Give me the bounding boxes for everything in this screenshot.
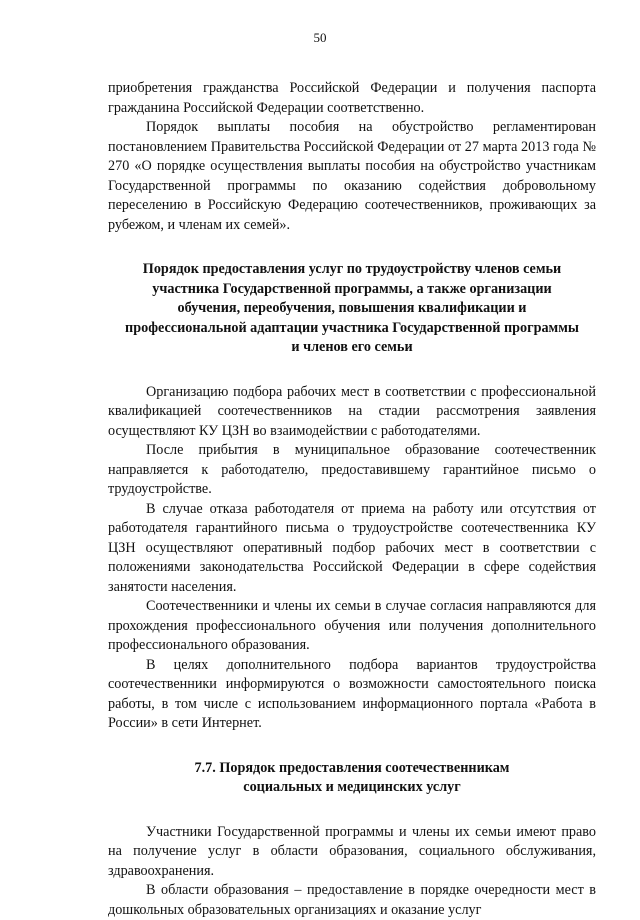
- paragraph-job-selection: Организацию подбора рабочих мест в соответствии с профессиональной квалификацией соотечественников на стадии рассмотрения заявления осуществляют КУ ЦЗН во взаимодействии с работодателями.: [108, 383, 596, 439]
- paragraph-training: Соотечественники и члены их семьи в случае согласия направляются для прохождения профессионального обучения или получения дополнительного профессионального образования.: [108, 598, 596, 653]
- document-body: [108, 79, 596, 920]
- paragraph-education-area: В области образования – предоставление в порядке очередности мест в дошкольных образовательных организациях и оказание услуг: [108, 882, 596, 918]
- heading-line: профессиональной адаптации участника Государственной программы: [125, 319, 579, 336]
- paragraph-after-arrival: После прибытия в муниципальное образование соотечественник направляется к работодателю, предоставившему гарантийное письмо о трудоустройстве.: [108, 442, 596, 497]
- heading-line: 7.7. Порядок предоставления соотечественникам: [194, 759, 510, 776]
- paragraph-allowance-procedure: Порядок выплаты пособия на обустройство регламентирован постановлением Правительства Российской Федерации от 27 марта 2013 года № 270 «О порядке осуществления выплаты пособия на обустройство участникам Государственной программы по оказанию содействия добровольному переселению в Российскую Федерацию соотечественников, проживающих за рубежом, и членам их семей».: [108, 119, 596, 233]
- paragraph-intro-continuation: приобретения гражданства Российской Федерации и получения паспорта гражданина Российской Федерации соответственно.: [108, 80, 596, 116]
- heading-employment-services: [108, 260, 596, 358]
- heading-line: обучения, переобучения, повышения квалификации и: [177, 300, 527, 316]
- paragraph-right-to-services: Участники Государственной программы и члены их семьи имеют право на получение услуг в области образования, социального обслуживания, здравоохранения.: [108, 823, 596, 879]
- page-number: 50: [313, 30, 327, 45]
- paragraph-employer-refusal: В случае отказа работодателя от приема на работу или отсутствия от работодателя гарантийного письма о трудоустройстве соотечественника КУ ЦЗН осуществляют оперативный подбор рабочих мест в соответствии с положениями законодательства Российской Федерации в сфере содействия занятости населения.: [108, 500, 596, 595]
- heading-line: социальных и медицинских услуг: [243, 779, 461, 795]
- heading-line: и членов его семьи: [291, 339, 413, 355]
- heading-social-medical-services: [108, 759, 596, 798]
- heading-line: Порядок предоставления услуг по трудоустройству членов семьи: [142, 261, 562, 277]
- paragraph-job-search-info: В целях дополнительного подбора вариантов трудоустройства соотечественники информируются о возможности самостоятельного поиска работы, в том числе с использованием информационного портала «Работа в России» в сети Интернет.: [108, 656, 596, 731]
- heading-line: участника Государственной программы, а также организации: [152, 280, 552, 297]
